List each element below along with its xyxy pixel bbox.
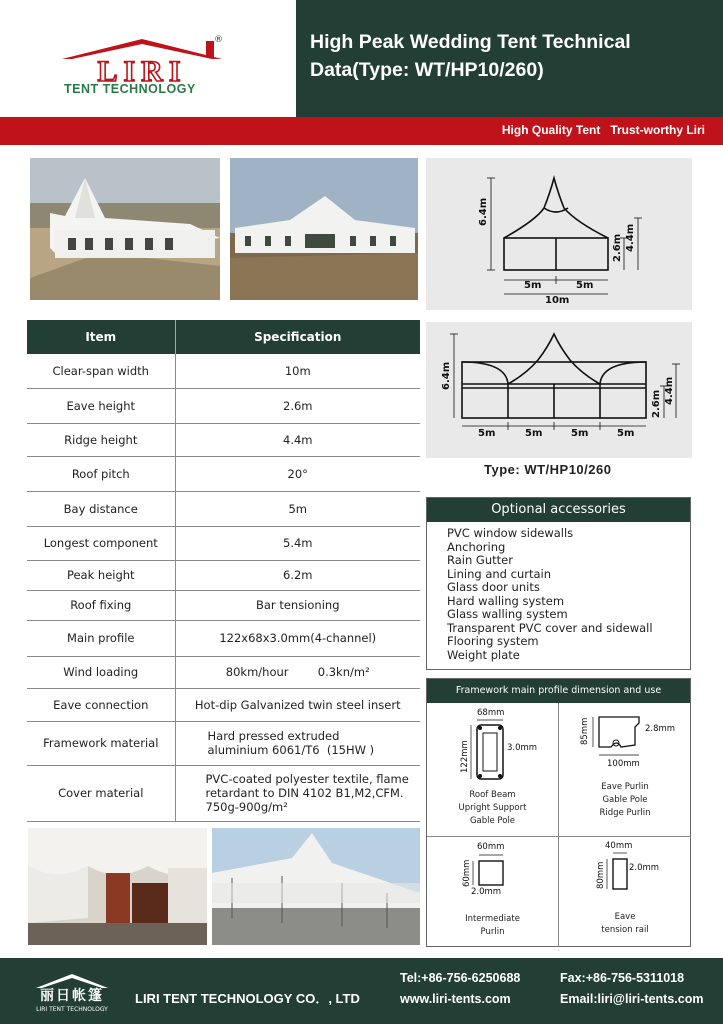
table-row bbox=[27, 765, 420, 821]
list-item: Glass door units bbox=[447, 580, 540, 594]
table-row bbox=[27, 721, 420, 765]
cell-spec: 5.4m bbox=[175, 526, 420, 560]
table-row bbox=[27, 590, 420, 620]
profile-1-thickness: 3.0mm bbox=[507, 743, 538, 753]
footer-tel: Tel:+86-756-6250688 bbox=[400, 971, 521, 985]
cell-spec: 4.4m bbox=[175, 423, 420, 456]
profile-2-use-3: Ridge Purlin bbox=[599, 808, 651, 818]
cell-item: Main profile bbox=[27, 620, 175, 656]
profile-roof-beam bbox=[427, 703, 559, 837]
tent-interior-photo bbox=[28, 828, 207, 945]
list-item: Flooring system bbox=[447, 634, 539, 648]
tent-photo-1 bbox=[30, 158, 220, 300]
tent-photo-2 bbox=[230, 158, 418, 300]
page-title: High Peak Wedding Tent Technical Data(Type: WT/HP10/260) bbox=[310, 31, 631, 81]
spec-table bbox=[27, 320, 420, 822]
type-caption: Type: WT/HP10/260 bbox=[484, 462, 612, 477]
profile-1-use-3: Gable Pole bbox=[469, 816, 516, 826]
table-row bbox=[27, 656, 420, 688]
side-bay-2: 5m bbox=[525, 428, 543, 439]
logo-subtitle: TENT TECHNOLOGY bbox=[64, 82, 196, 96]
profile-3-height: 60mm bbox=[462, 859, 472, 887]
cell-item: Eave connection bbox=[27, 688, 175, 721]
cell-item: Clear-span width bbox=[27, 354, 175, 388]
table-row bbox=[27, 456, 420, 491]
footer-email[interactable]: Email:liri@liri-tents.com bbox=[560, 992, 704, 1006]
profile-4-use-2: tension rail bbox=[601, 925, 649, 935]
profile-1-height: 122mm bbox=[460, 740, 470, 773]
cell-spec: Bar tensioning bbox=[175, 590, 420, 620]
cell-item: Bay distance bbox=[27, 491, 175, 526]
table-row bbox=[27, 620, 420, 656]
list-item: Lining and curtain bbox=[447, 566, 551, 581]
footer-logo-en: LIRI TENT TECHNOLOGY bbox=[36, 1006, 108, 1013]
table-row bbox=[27, 388, 420, 423]
profile-3-use-2: Purlin bbox=[480, 927, 505, 937]
table-row bbox=[27, 526, 420, 560]
front-bay-2: 5m bbox=[576, 280, 594, 291]
cell-spec: 80km/hour 0.3kn/m² bbox=[175, 656, 420, 688]
profile-2-width: 100mm bbox=[607, 759, 640, 769]
framework-profiles-box bbox=[426, 678, 691, 947]
table-header-specification: Specification bbox=[175, 320, 420, 354]
table-row bbox=[27, 688, 420, 721]
cell-item: Roof fixing bbox=[27, 590, 175, 620]
profile-2-use-1: Eave Purlin bbox=[601, 782, 649, 792]
front-bay-1: 5m bbox=[524, 280, 542, 291]
footer-fax: Fax:+86-756-5311018 bbox=[560, 971, 685, 985]
list-item: Transparent PVC cover and sidewall bbox=[447, 620, 653, 635]
list-item: PVC window sidewalls bbox=[447, 526, 574, 540]
profile-2-use-2: Gable Pole bbox=[602, 795, 648, 805]
side-bay-3: 5m bbox=[571, 428, 589, 439]
logo-text: LIRI bbox=[97, 55, 187, 88]
profile-1-use-2: Upright Support bbox=[458, 803, 527, 813]
list-item: Rain Gutter bbox=[447, 553, 513, 567]
profile-intermediate-purlin bbox=[427, 837, 559, 947]
cell-item: Cover material bbox=[27, 765, 175, 821]
profile-1-use-1: Roof Beam bbox=[469, 790, 516, 800]
table-row bbox=[27, 491, 420, 526]
table-header-item: Item bbox=[27, 320, 175, 354]
side-bay-1: 5m bbox=[478, 428, 496, 439]
list-item: Anchoring bbox=[447, 539, 506, 554]
cell-item: Longest component bbox=[27, 526, 175, 560]
accessory-list bbox=[427, 522, 690, 662]
front-elevation-diagram bbox=[426, 158, 692, 310]
profile-2-height: 85mm bbox=[580, 717, 590, 745]
profile-4-use-1: Eave bbox=[614, 912, 636, 922]
cell-item: Framework material bbox=[27, 721, 175, 765]
cell-item: Roof pitch bbox=[27, 456, 175, 491]
front-width: 10m bbox=[545, 295, 570, 306]
side-height-eave: 2.6m bbox=[651, 389, 662, 418]
cell-item: Peak height bbox=[27, 560, 175, 590]
front-height-total: 6.4m bbox=[478, 197, 489, 226]
cell-spec: 10m bbox=[175, 354, 420, 388]
framework-title: Framework main profile dimension and use bbox=[427, 679, 690, 703]
footer-logo bbox=[22, 970, 122, 1014]
cell-item: Ridge height bbox=[27, 423, 175, 456]
side-height-total: 6.4m bbox=[441, 361, 452, 390]
cell-spec: Hot-dip Galvanized twin steel insert bbox=[175, 688, 420, 721]
list-item: Glass walling system bbox=[447, 607, 568, 621]
list-item: Weight plate bbox=[447, 647, 520, 662]
cell-spec: PVC-coated polyester textile, flame retardant to DIN 4102 B1,M2,CFM. 750g-900g/m² bbox=[175, 765, 420, 821]
profile-3-width: 60mm bbox=[477, 842, 505, 852]
optional-accessories-box bbox=[426, 497, 691, 670]
cell-spec: 122x68x3.0mm(4-channel) bbox=[175, 620, 420, 656]
profile-3-thickness: 2.0mm bbox=[471, 887, 502, 897]
logo-registered: ® bbox=[214, 35, 223, 45]
footer-company: LIRI TENT TECHNOLOGY CO．, LTD bbox=[135, 991, 360, 1006]
profile-eave-tension-rail bbox=[559, 837, 691, 947]
footer-logo-cn: 丽日帐篷 bbox=[40, 988, 104, 1004]
cell-item: Eave height bbox=[27, 388, 175, 423]
optional-accessories-title: Optional accessories bbox=[427, 498, 690, 522]
profile-1-width: 68mm bbox=[477, 708, 505, 718]
profile-3-use-1: Intermediate bbox=[465, 914, 520, 924]
tagline: High Quality Tent Trust-worthy Liri bbox=[501, 123, 705, 137]
cell-spec: 6.2m bbox=[175, 560, 420, 590]
cell-spec: 5m bbox=[175, 491, 420, 526]
side-bay-4: 5m bbox=[617, 428, 635, 439]
table-row bbox=[27, 354, 420, 388]
profile-eave-purlin bbox=[559, 703, 691, 837]
table-row bbox=[27, 560, 420, 590]
front-height-eave: 2.6m bbox=[612, 233, 623, 262]
tent-exterior-photo bbox=[212, 828, 420, 945]
cell-spec: Hard pressed extruded aluminium 6061/T6 (15HW ) bbox=[175, 721, 420, 765]
cell-item: Wind loading bbox=[27, 656, 175, 688]
list-item: Hard walling system bbox=[447, 593, 565, 608]
profile-4-thickness: 2.0mm bbox=[629, 863, 660, 873]
profile-4-height: 80mm bbox=[596, 861, 606, 889]
front-height-ridge: 4.4m bbox=[625, 223, 636, 252]
cell-spec: 2.6m bbox=[175, 388, 420, 423]
side-height-ridge: 4.4m bbox=[664, 376, 675, 405]
profile-4-width: 40mm bbox=[605, 841, 633, 851]
profile-2-thickness: 2.8mm bbox=[645, 724, 676, 734]
table-row bbox=[27, 423, 420, 456]
cell-spec: 20° bbox=[175, 456, 420, 491]
footer-website[interactable]: www.liri-tents.com bbox=[400, 992, 511, 1006]
